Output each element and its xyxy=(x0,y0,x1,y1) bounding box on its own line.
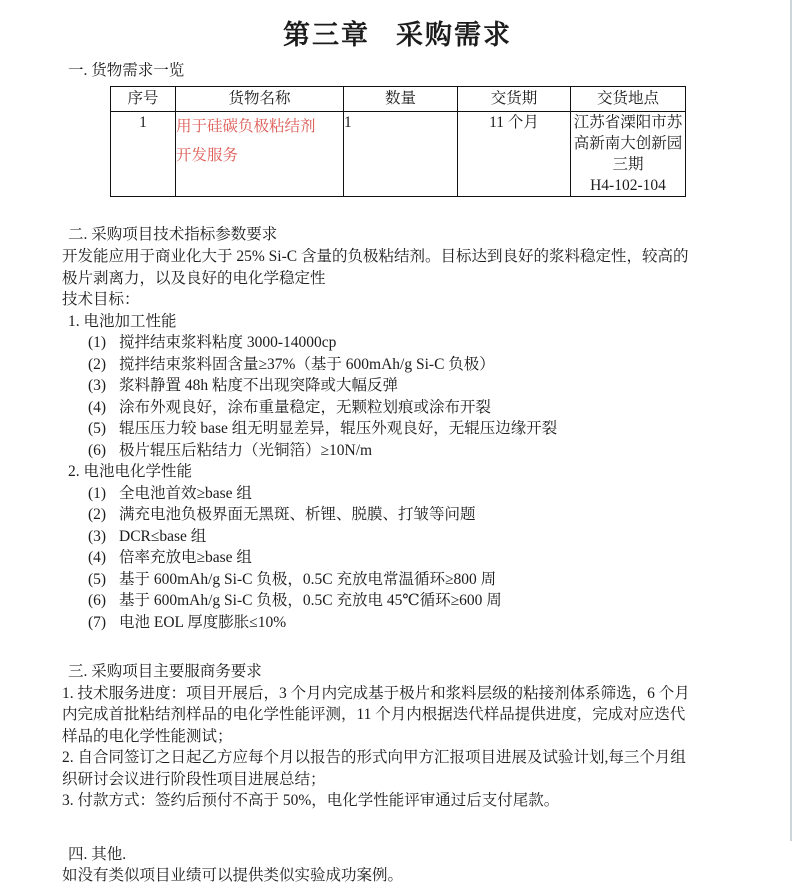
list-item-text: 电池 EOL 厚度膨胀≤10% xyxy=(119,613,287,631)
list-item xyxy=(88,612,740,634)
list-item-number: (5) xyxy=(88,570,107,588)
page-edge-line xyxy=(790,0,792,841)
list-item-text: 基于 600mAh/g Si-C 负极，0.5C 充放电常温循环≥800 周 xyxy=(119,570,497,588)
tech-group2-title: 2. 电池电化学性能 xyxy=(68,463,193,480)
business-line-6: 3. 付款方式：签约后预付不高于 50%，电化学性能评审通过后支付尾款。 xyxy=(62,792,560,809)
list-item-text: 满充电池负极界面无黑斑、析锂、脱膜、打皱等问题 xyxy=(119,506,476,523)
tech-goal-label: 技术目标： xyxy=(62,291,140,308)
location-line-2: 高新南大创新园 xyxy=(573,134,683,152)
list-item-text: 极片辊压后粘结力（光铜箔）≥10N/m xyxy=(119,441,373,459)
section-heading-tech: 二. 采购项目技术指标参数要求 xyxy=(68,225,278,243)
cell-no: 1 xyxy=(111,111,176,196)
list-item-text: 辊压压力较 base 组无明显差异，辊压外观良好，无辊压边缘开裂 xyxy=(119,420,558,437)
list-item xyxy=(88,354,740,376)
goods-table-header-row xyxy=(111,86,686,111)
section-heading-other: 四. 其他. xyxy=(68,845,127,863)
list-item-text: 搅拌结束浆料固含量≥37%（基于 600mAh/g Si-C 负极） xyxy=(119,355,495,373)
list-item xyxy=(88,547,740,569)
list-item xyxy=(88,483,740,505)
list-item xyxy=(88,504,740,526)
list-item-number: (2) xyxy=(88,355,107,373)
cell-qty: 1 xyxy=(344,111,458,196)
list-item xyxy=(88,375,740,397)
list-item xyxy=(88,526,740,548)
list-item-text: 浆料静置 48h 粘度不出现突降或大幅反弹 xyxy=(119,377,399,394)
section-heading-business: 三. 采购项目主要服商务要求 xyxy=(68,663,262,680)
cell-period: 11 个月 xyxy=(458,111,571,196)
section-heading-goods: 一. 货物需求一览 xyxy=(68,62,185,79)
goods-table xyxy=(110,86,686,197)
list-item xyxy=(88,332,740,354)
list-item xyxy=(88,440,740,462)
col-header-qty: 数量 xyxy=(344,86,458,111)
list-item xyxy=(88,569,740,591)
list-item-number: (4) xyxy=(88,398,107,416)
list-item-text: 倍率充放电≥base 组 xyxy=(119,549,252,566)
list-item-number: (3) xyxy=(88,377,107,394)
page-title xyxy=(0,0,795,52)
col-header-no: 序号 xyxy=(111,86,176,111)
list-item-text: DCR≤base 组 xyxy=(119,527,207,545)
business-line-3: 样品的电化学性能测试； xyxy=(62,727,233,745)
other-text: 如没有类似项目业绩可以提供类似实验成功案例。 xyxy=(62,867,404,884)
list-item-number: (7) xyxy=(88,613,107,631)
list-item-number: (4) xyxy=(88,549,107,566)
tech-group1-title: 1. 电池加工性能 xyxy=(68,312,177,330)
page-title-chapter: 第三章 xyxy=(283,20,370,50)
location-line-4: H4-102-104 xyxy=(590,176,666,194)
tech-intro-line-2: 极片剥离力，以及良好的电化学稳定性 xyxy=(62,269,326,287)
business-line-1: 1. 技术服务进度：项目开展后，3 个月内完成基于极片和浆料层级的粘接剂体系筛选，6 个月 xyxy=(62,684,690,702)
col-header-location: 交货地点 xyxy=(571,86,686,111)
col-header-name: 货物名称 xyxy=(176,86,344,111)
list-item-number: (5) xyxy=(88,420,107,437)
tech-intro-line-1: 开发能应用于商业化大于 25% Si-C 含量的负极粘结剂。目标达到良好的浆料稳定性，较高的 xyxy=(62,248,689,265)
goods-name-line-1: 用于硅碳负极粘结剂 xyxy=(176,117,316,135)
list-item-number: (3) xyxy=(88,527,107,545)
list-item-number: (6) xyxy=(88,592,107,609)
list-item-text: 涂布外观良好，涂布重量稳定，无颗粒划痕或涂布开裂 xyxy=(119,398,492,416)
list-item-text: 基于 600mAh/g Si-C 负极，0.5C 充放电 45℃循环≥600 周 xyxy=(119,592,502,609)
list-item-number: (1) xyxy=(88,334,107,351)
cell-goods-name xyxy=(176,111,344,196)
list-item xyxy=(88,397,740,419)
document-content xyxy=(62,60,740,887)
business-line-2: 内完成首批粘结剂样品的电化学性能评测，11 个月内根据迭代样品提供进度，完成对应迭代 xyxy=(62,706,686,723)
location-line-3: 三期 xyxy=(612,155,644,173)
goods-table-row xyxy=(111,111,686,196)
list-item-text: 搅拌结束浆料粘度 3000-14000cp xyxy=(119,334,337,351)
location-line-1: 江苏省溧阳市苏 xyxy=(573,113,683,131)
list-item-number: (2) xyxy=(88,506,107,523)
business-line-5: 织研讨会议进行阶段性项目进展总结； xyxy=(62,770,326,788)
page-title-text: 采购需求 xyxy=(396,20,512,50)
business-line-4: 2. 自合同签订之日起乙方应每个月以报告的形式向甲方汇报项目进展及试验计划,每三个月组 xyxy=(62,749,686,766)
list-item-number: (1) xyxy=(88,484,107,502)
cell-location xyxy=(571,111,686,196)
list-item xyxy=(88,590,740,612)
col-header-period: 交货期 xyxy=(458,86,571,111)
list-item-number: (6) xyxy=(88,441,107,459)
list-item-text: 全电池首效≥base 组 xyxy=(119,484,252,502)
goods-name-line-2: 开发服务 xyxy=(176,146,239,164)
list-item xyxy=(88,418,740,440)
